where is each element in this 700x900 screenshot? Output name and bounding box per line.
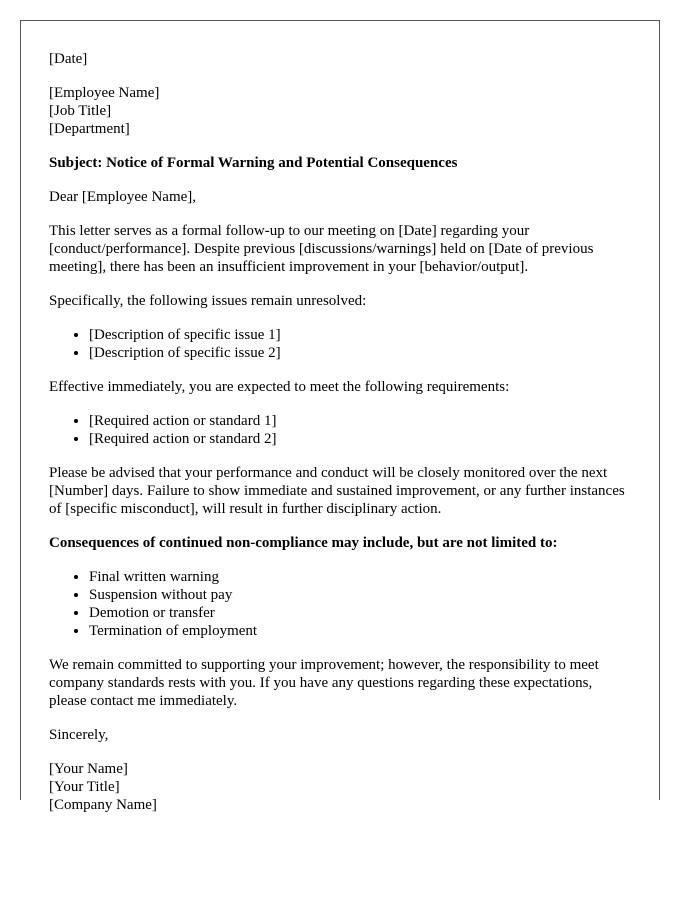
sender-company: [Company Name]: [49, 797, 157, 813]
salutation: Dear [Employee Name],: [49, 189, 197, 205]
list-item: • [Description of specific issue 1]: [89, 326, 633, 344]
sender-block: [49, 760, 633, 814]
consequences-list: [49, 568, 633, 640]
letter-body: [49, 50, 633, 830]
list-item: • [Description of specific issue 2]: [89, 344, 633, 362]
requirements-intro: Effective immediately, you are expected to meet the following requirements:: [49, 379, 510, 395]
letter-date: [Date]: [49, 51, 88, 67]
recipient-title: [Job Title]: [49, 103, 112, 119]
recipient-department: [Department]: [49, 121, 130, 137]
consequences-heading: Consequences of continued non-compliance may include, but are not limited to:: [49, 535, 558, 551]
list-item: • Final written warning: [89, 568, 633, 586]
letter-subject: Subject: Notice of Formal Warning and Potential Consequences: [49, 155, 458, 171]
sender-title: [Your Title]: [49, 779, 120, 795]
sender-name: [Your Name]: [49, 761, 128, 777]
issues-list: [49, 326, 633, 362]
list-item: • [Required action or standard 2]: [89, 430, 633, 448]
list-item: • [Required action or standard 1]: [89, 412, 633, 430]
monitoring-paragraph: Please be advised that your performance and conduct will be closely monitored over the next [Number] days. Failure to show immediate and sustained improvement, or any further instances of [specific misconduct], will result in further disciplinary action.: [49, 465, 625, 517]
list-item: • Termination of employment: [89, 622, 633, 640]
issues-intro: Specifically, the following issues remain unresolved:: [49, 293, 367, 309]
letter-page: [20, 20, 660, 813]
recipient-name: [Employee Name]: [49, 85, 160, 101]
list-item: • Demotion or transfer: [89, 604, 633, 622]
intro-paragraph: This letter serves as a formal follow-up to our meeting on [Date] regarding your [conduct/performance]. Despite previous [discussions/warnings] held on [Date of previous meeting], there has been an insufficient improvement in your [behavior/output].: [49, 223, 594, 275]
signoff: Sincerely,: [49, 727, 109, 743]
recipient-block: [49, 84, 633, 138]
closing-paragraph: We remain committed to supporting your improvement; however, the responsibility to meet company standards rests with you. If you have any questions regarding these expectations, please contact me immediately.: [49, 657, 599, 709]
list-item: • Suspension without pay: [89, 586, 633, 604]
requirements-list: [49, 412, 633, 448]
